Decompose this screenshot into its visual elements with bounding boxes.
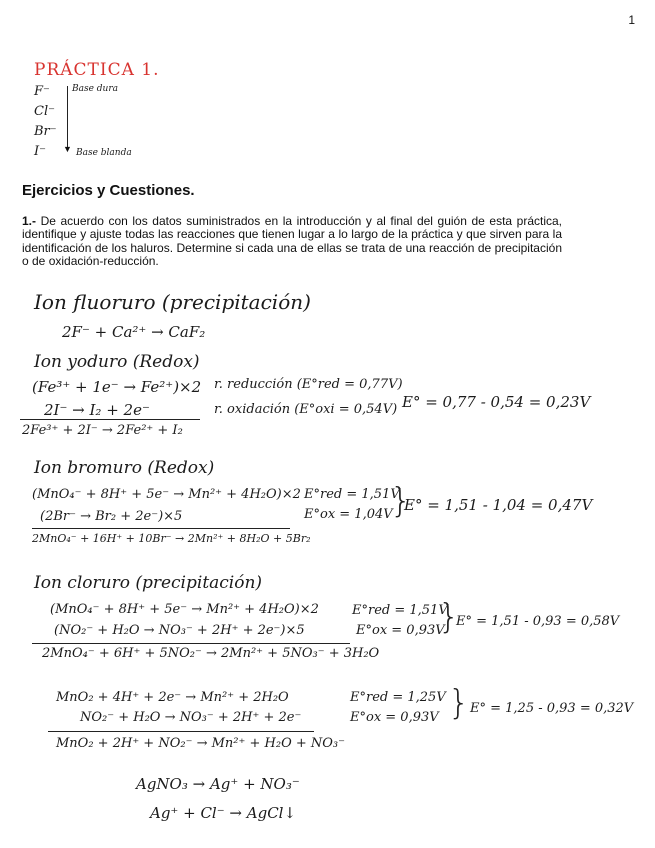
question-text: De acuerdo con los datos suministrados en la introducción y al final del guión de esta práctica, identifique y ajuste todas las reacciones que tienen lugar a lo largo de la práctica y que sirven para la identificación de los haluros. Determine si cada una de ellas se trata de una reacción de precipitación o de oxidación-reducción. [22,214,562,269]
halide-i: I⁻ [34,144,46,159]
bromuro-half1: (MnO₄⁻ + 8H⁺ + 5e⁻ → Mn²⁺ + 4H₂O)×2 [32,487,301,502]
bromuro-half2: (2Br⁻ → Br₂ + 2e⁻)×5 [40,509,183,524]
cloruro-e-red: E°red = 1,51V [352,603,448,618]
halide-cl: Cl⁻ [34,104,55,119]
mno2-total: MnO₂ + 2H⁺ + NO₂⁻ → Mn²⁺ + H₂O + NO₃⁻ [56,736,345,751]
bromuro-e-ox: E°ox = 1,04V [304,507,393,522]
yoduro-note-oxidation: r. oxidación (E°oxi = 0,54V) [214,402,398,417]
hardness-top-label: Base dura [72,84,119,94]
practice-title: PRÁCTICA 1. [34,60,160,80]
yoduro-half2: 2I⁻ → I₂ + 2e⁻ [44,401,150,419]
hardness-arrow-line [67,86,68,148]
mno2-half2: NO₂⁻ + H₂O → NO₃⁻ + 2H⁺ + 2e⁻ [80,710,302,725]
fluoruro-reaction: 2F⁻ + Ca²⁺ → CaF₂ [62,323,206,341]
mno2-e-red: E°red = 1,25V [350,690,446,705]
silver-line2: Ag⁺ + Cl⁻ → AgCl↓ [150,804,297,822]
yoduro-sum-line [20,419,200,420]
mno2-brace-icon: } [448,683,470,723]
page-number: 1 [628,13,635,27]
yoduro-half1: (Fe³⁺ + 1e⁻ → Fe²⁺)×2 [32,378,202,396]
hardness-bottom-label: Base blanda [76,148,132,158]
mno2-e-ox: E°ox = 0,93V [350,710,439,725]
cloruro-half1: (MnO₄⁻ + 8H⁺ + 5e⁻ → Mn²⁺ + 4H₂O)×2 [50,602,319,617]
yoduro-heading: Ion yoduro (Redox) [34,352,200,372]
question-number: 1.- [22,214,37,228]
halide-br: Br⁻ [34,124,57,139]
yoduro-total: 2Fe³⁺ + 2I⁻ → 2Fe²⁺ + I₂ [22,423,183,438]
mno2-half1: MnO₂ + 4H⁺ + 2e⁻ → Mn²⁺ + 2H₂O [56,690,289,705]
question-1 [22,215,562,269]
bromuro-brace-icon: } [390,481,412,521]
bromuro-result: E° = 1,51 - 1,04 = 0,47V [404,496,593,514]
section-heading: Ejercicios y Cuestiones. [22,182,195,199]
bromuro-sum-line [32,528,290,529]
cloruro-total: 2MnO₄⁻ + 6H⁺ + 5NO₂⁻ → 2Mn²⁺ + 5NO₃⁻ + 3H₂O [42,646,380,661]
bromuro-total: 2MnO₄⁻ + 16H⁺ + 10Br⁻ → 2Mn²⁺ + 8H₂O + 5Br₂ [32,532,311,545]
silver-line1: AgNO₃ → Ag⁺ + NO₃⁻ [136,775,300,793]
cloruro-heading: Ion cloruro (precipitación) [34,573,263,593]
halide-f: F⁻ [34,84,50,99]
mno2-result: E° = 1,25 - 0,93 = 0,32V [470,701,634,716]
yoduro-result: E° = 0,77 - 0,54 = 0,23V [402,393,591,411]
fluoruro-heading: Ion fluoruro (precipitación) [34,290,311,314]
bromuro-heading: Ion bromuro (Redox) [34,458,215,478]
hardness-arrow-head-icon: ▼ [63,144,72,154]
yoduro-note-reduction: r. reducción (E°red = 0,77V) [214,377,403,392]
cloruro-half2: (NO₂⁻ + H₂O → NO₃⁻ + 2H⁺ + 2e⁻)×5 [54,623,305,638]
bromuro-e-red: E°red = 1,51V [304,487,400,502]
mno2-sum-line [48,731,314,732]
cloruro-sum-line [32,643,350,644]
cloruro-result: E° = 1,51 - 0,93 = 0,58V [456,614,620,629]
cloruro-brace-icon: } [438,597,460,637]
cloruro-e-ox: E°ox = 0,93V [356,623,445,638]
